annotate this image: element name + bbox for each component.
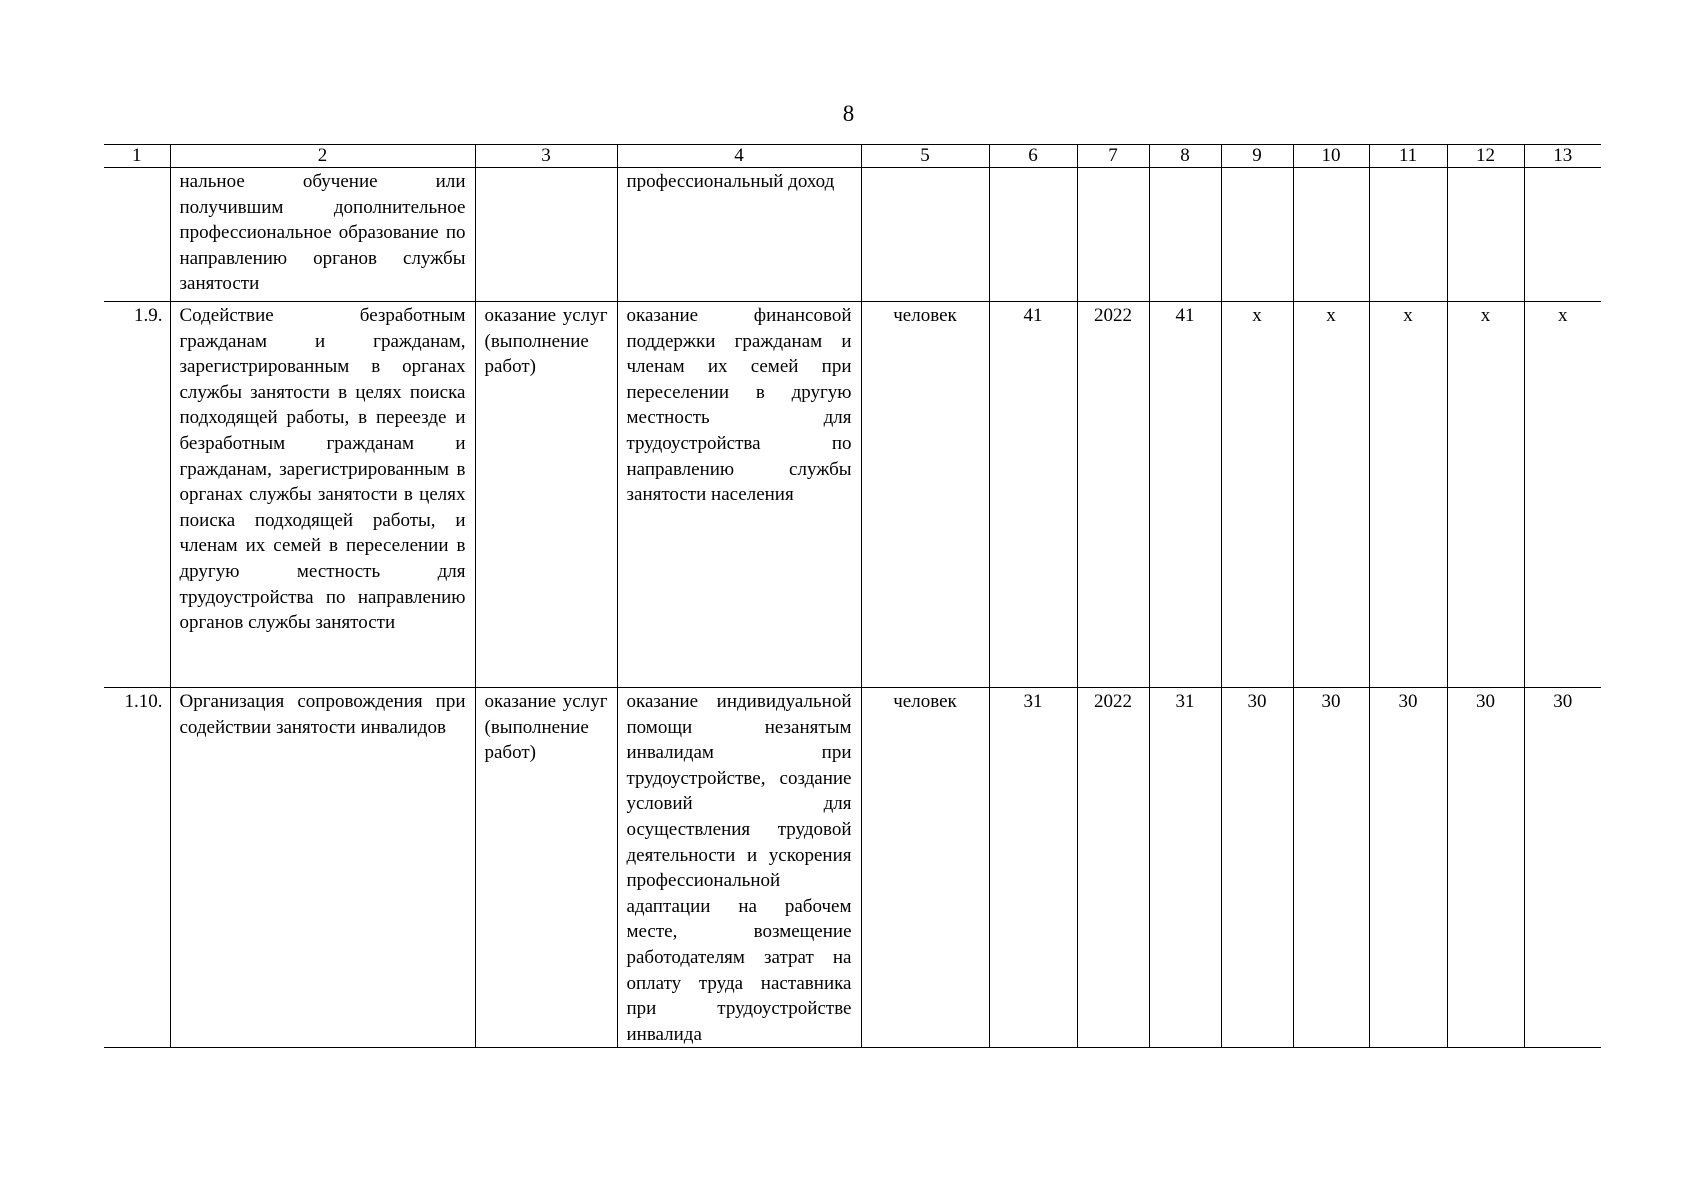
row-content: оказание индивидуальной помощи незанятым инвалидам при трудоустройстве, создание условий для осуществления трудовой деятельности и ускорения профессиональной адаптации на рабочем месте, возмещение работодателям затрат на оплату труда наставника при трудоустройстве инвалида bbox=[617, 688, 861, 1048]
row-cell: 31 bbox=[989, 688, 1077, 1048]
column-number: 11 bbox=[1369, 145, 1447, 168]
page-number: 8 bbox=[842, 101, 855, 126]
column-number: 12 bbox=[1447, 145, 1524, 168]
row-cell bbox=[1524, 168, 1601, 302]
row-name: Организация сопровождения при содействии занятости инвалидов bbox=[170, 688, 475, 1048]
column-number: 3 bbox=[475, 145, 617, 168]
column-number: 7 bbox=[1077, 145, 1149, 168]
row-cell bbox=[1077, 168, 1149, 302]
column-number: 6 bbox=[989, 145, 1077, 168]
table-row bbox=[104, 688, 1601, 1048]
column-number: 4 bbox=[617, 145, 861, 168]
row-cell: 2022 bbox=[1077, 688, 1149, 1048]
row-number: 1.9. bbox=[104, 302, 170, 688]
column-number: 5 bbox=[861, 145, 989, 168]
row-cell: х bbox=[1221, 302, 1293, 688]
row-cell bbox=[989, 168, 1077, 302]
row-cell: 2022 bbox=[1077, 302, 1149, 688]
table-row bbox=[104, 168, 1601, 302]
row-cell bbox=[1293, 168, 1369, 302]
row-type: оказание услуг (выполнение работ) bbox=[475, 688, 617, 1048]
row-cell: 30 bbox=[1293, 688, 1369, 1048]
row-cell: 41 bbox=[1149, 302, 1221, 688]
row-cell: х bbox=[1369, 302, 1447, 688]
row-content: профессиональный доход bbox=[617, 168, 861, 302]
row-cell: 30 bbox=[1221, 688, 1293, 1048]
row-cell: 30 bbox=[1447, 688, 1524, 1048]
row-cell bbox=[1221, 168, 1293, 302]
row-content: оказание финансовой поддержки гражданам и членам их семей при переселении в другую местность для трудоустройства по направлению службы занятости населения bbox=[617, 302, 861, 688]
column-number: 9 bbox=[1221, 145, 1293, 168]
row-unit bbox=[861, 168, 989, 302]
column-number-header bbox=[104, 145, 1601, 168]
data-table bbox=[104, 144, 1601, 1048]
row-cell: х bbox=[1524, 302, 1601, 688]
table-row bbox=[104, 302, 1601, 688]
row-cell: х bbox=[1447, 302, 1524, 688]
row-name: Содействие безработным гражданам и гражданам, зарегистрированным в органах службы занятости в целях поиска подходящей работы, в переезде и безработным гражданам и гражданам, зарегистрированным в органах службы занятости в целях поиска подходящей работы, и членам их семей в переселении в другую местность для трудоустройства по направлению органов службы занятости bbox=[170, 302, 475, 688]
row-cell bbox=[1149, 168, 1221, 302]
row-cell: 41 bbox=[989, 302, 1077, 688]
column-number: 10 bbox=[1293, 145, 1369, 168]
column-number: 2 bbox=[170, 145, 475, 168]
row-number bbox=[104, 168, 170, 302]
column-number: 13 bbox=[1524, 145, 1601, 168]
row-type: оказание услуг (выполнение работ) bbox=[475, 302, 617, 688]
row-cell bbox=[1447, 168, 1524, 302]
row-cell: х bbox=[1293, 302, 1369, 688]
row-cell: 30 bbox=[1524, 688, 1601, 1048]
column-number: 8 bbox=[1149, 145, 1221, 168]
row-cell: 31 bbox=[1149, 688, 1221, 1048]
column-number: 1 bbox=[104, 145, 170, 168]
row-unit: человек bbox=[861, 688, 989, 1048]
row-unit: человек bbox=[861, 302, 989, 688]
row-name: нальное обучение или получившим дополнительное профессиональное образование по направлению органов службы занятости bbox=[170, 168, 475, 302]
row-cell bbox=[1369, 168, 1447, 302]
row-cell: 30 bbox=[1369, 688, 1447, 1048]
row-type bbox=[475, 168, 617, 302]
row-number: 1.10. bbox=[104, 688, 170, 1048]
